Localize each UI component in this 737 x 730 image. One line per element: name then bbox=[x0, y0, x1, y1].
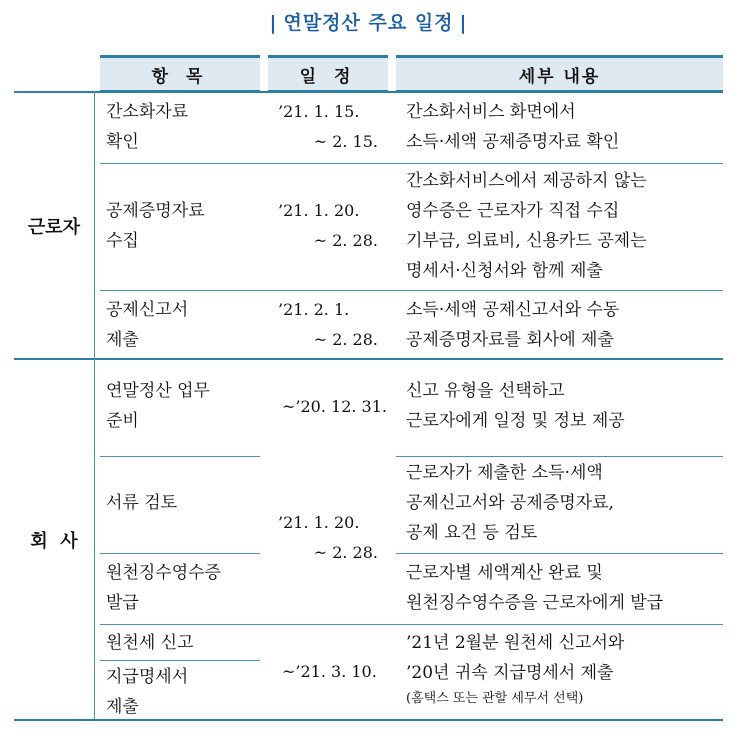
row1-date: ’21. 1. 15. ~ 2. 15. bbox=[278, 102, 378, 151]
row5-date: ’21. 1. 20. ~ 2. 28. bbox=[278, 513, 378, 562]
row1-item: 간소화자료 확인 bbox=[106, 102, 189, 152]
page-title: | 연말정산 주요 일정 | bbox=[269, 12, 468, 34]
row7-item-a: 원천세 신고 bbox=[106, 633, 194, 653]
row3-item: 공제신고서 제출 bbox=[106, 300, 189, 350]
row-divider bbox=[100, 456, 260, 457]
row4-detail: 신고 유형을 선택하고 근로자에게 일정 및 정보 제공 bbox=[406, 381, 625, 431]
row-divider bbox=[100, 290, 723, 291]
header-item: 항 목 bbox=[100, 55, 260, 91]
row-divider bbox=[100, 624, 723, 625]
row7-item-b: 지급명세서 제출 bbox=[106, 667, 189, 717]
header-date: 일 정 bbox=[268, 55, 388, 91]
group-company: 회 사 bbox=[30, 530, 78, 552]
row5-item: 서류 검토 bbox=[106, 493, 178, 513]
group-divider bbox=[14, 358, 723, 360]
row-divider bbox=[396, 553, 723, 554]
top-rule bbox=[14, 91, 723, 93]
row7-date: ~’21. 3. 10. bbox=[282, 662, 377, 681]
row3-detail: 소득·세액 공제신고서와 수동 공제증명자료를 회사에 제출 bbox=[406, 300, 620, 350]
row6-item: 원천징수영수증 발급 bbox=[106, 563, 221, 613]
row-divider bbox=[100, 163, 723, 164]
row-divider bbox=[396, 456, 723, 457]
row2-detail: 간소화서비스에서 제공하지 않는 영수증은 근로자가 직접 수집 기부금, 의료비, 신용카드 공제는 명세서·신청서와 함께 제출 bbox=[406, 171, 647, 281]
row6-detail: 근로자별 세액계산 완료 및 원천징수영수증을 근로자에게 발급 bbox=[406, 563, 664, 613]
row-divider bbox=[100, 553, 260, 554]
row4-item: 연말정산 업무 준비 bbox=[106, 381, 210, 431]
group-worker: 근로자 bbox=[27, 216, 81, 238]
row7-detail: ’21년 2월분 원천세 신고서와 ’20년 귀속 지급명세서 제출 (홈택스 또는 관할 세무서 선택) bbox=[406, 633, 625, 706]
header-detail: 세부 내용 bbox=[396, 55, 723, 91]
row5-detail: 근로자가 제출한 소득·세액 공제신고서와 공제증명자료, 공제 요건 등 검토 bbox=[406, 463, 614, 543]
row2-date: ’21. 1. 20. ~ 2. 28. bbox=[278, 201, 378, 250]
row2-item: 공제증명자료 수집 bbox=[106, 201, 205, 251]
row4-date: ~’20. 12. 31. bbox=[282, 397, 387, 416]
column-divider bbox=[94, 91, 95, 719]
row1-detail: 간소화서비스 화면에서 소득·세액 공제증명자료 확인 bbox=[406, 102, 620, 152]
row3-date: ’21. 2. 1. ~ 2. 28. bbox=[278, 300, 378, 349]
row-divider bbox=[100, 660, 260, 661]
